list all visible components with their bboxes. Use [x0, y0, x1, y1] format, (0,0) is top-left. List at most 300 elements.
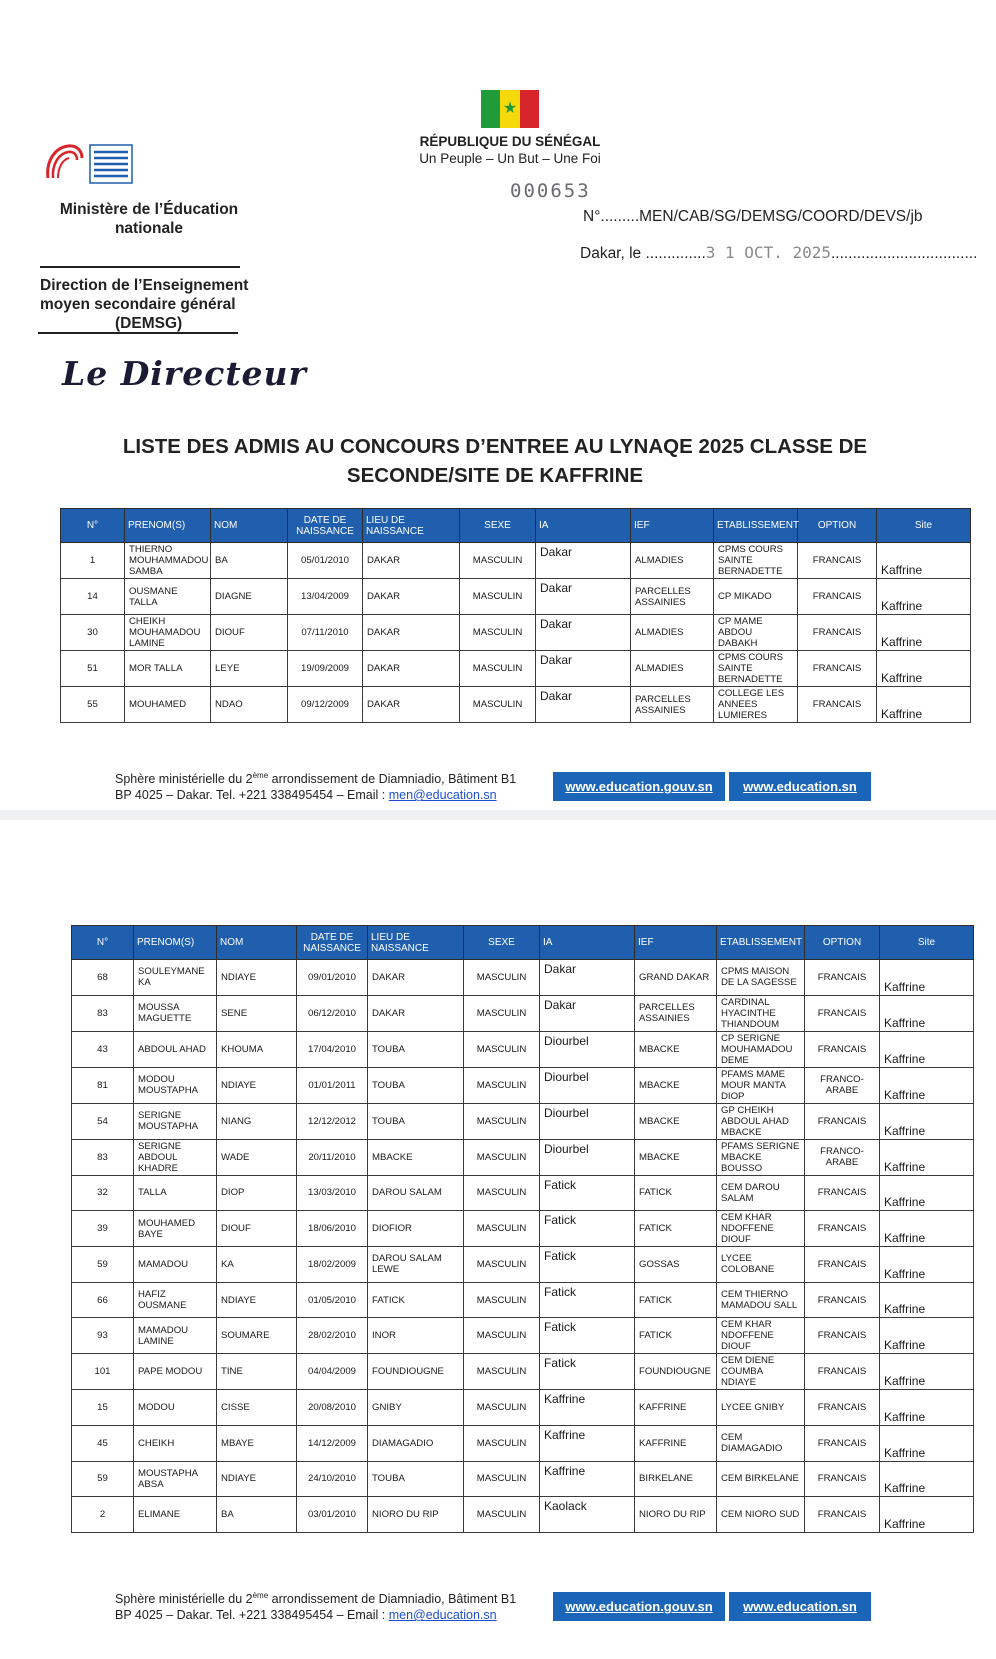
cell-etablissement: LYCEE GNIBY	[717, 1390, 805, 1426]
cell-sexe: MASCULIN	[464, 1031, 540, 1067]
direction-abbr: (DEMSG)	[115, 315, 183, 332]
divider	[38, 332, 238, 334]
table-row	[72, 1247, 974, 1283]
cell-sexe: MASCULIN	[464, 1067, 540, 1103]
cell-option: FRANCAIS	[805, 1425, 880, 1461]
cell-etablissement: CEM DIAMAGADIO	[717, 1425, 805, 1461]
cell-etablissement: CEM BIRKELANE	[717, 1461, 805, 1497]
cell-option: FRANCO-ARABE	[805, 1067, 880, 1103]
cell-option: FRANCAIS	[805, 1318, 880, 1354]
cell-lieu: DIOFIOR	[368, 1211, 464, 1247]
cell-lieu: DAKAR	[363, 687, 460, 723]
cell-lieu: GNIBY	[368, 1390, 464, 1426]
cell-etablissement: CEM THIERNO MAMADOU SALL	[717, 1282, 805, 1318]
cell-option: FRANCAIS	[805, 1282, 880, 1318]
cell-site: Kaffrine	[877, 543, 971, 579]
table-header-row	[72, 926, 974, 960]
page-footer	[115, 768, 895, 806]
cell-ia: Kaffrine	[540, 1461, 635, 1497]
cell-ief: FATICK	[635, 1318, 717, 1354]
cell-date: 09/12/2009	[288, 687, 363, 723]
cell-nom: WADE	[217, 1139, 297, 1175]
cell-lieu: FATICK	[368, 1282, 464, 1318]
footer-line1-post: arrondissement de Diamniadio, Bâtiment B1	[268, 1592, 517, 1607]
cell-lieu: INOR	[368, 1318, 464, 1354]
col-header-lieu: LIEU DE NAISSANCE	[368, 926, 464, 960]
cell-num: 55	[61, 687, 125, 723]
table-row	[72, 1067, 974, 1103]
cell-prenom: ELIMANE	[134, 1497, 217, 1533]
cell-option: FRANCAIS	[805, 1103, 880, 1139]
table-row	[72, 1354, 974, 1390]
cell-ia: Fatick	[540, 1175, 635, 1211]
cell-num: 59	[72, 1247, 134, 1283]
cell-ief: BIRKELANE	[635, 1461, 717, 1497]
cell-ief: KAFFRINE	[635, 1390, 717, 1426]
cell-sexe: MASCULIN	[464, 1247, 540, 1283]
national-motto: Un Peuple – Un But – Une Foi	[419, 151, 601, 166]
cell-etablissement: CPMS MAISON DE LA SAGESSE	[717, 960, 805, 996]
col-header-ia: IA	[536, 509, 631, 543]
cell-date: 04/04/2009	[297, 1354, 368, 1390]
cell-date: 20/11/2010	[297, 1139, 368, 1175]
director-signature: Le Directeur	[62, 354, 307, 393]
col-header-ief: IEF	[635, 926, 717, 960]
cell-ief: MBACKE	[635, 1103, 717, 1139]
cell-site: Kaffrine	[880, 1175, 974, 1211]
cell-nom: NDAO	[211, 687, 288, 723]
cell-date: 24/10/2010	[297, 1461, 368, 1497]
table-row	[72, 1103, 974, 1139]
cell-ief: ALMADIES	[631, 543, 714, 579]
cell-ief: FATICK	[635, 1211, 717, 1247]
footer-line1-post: arrondissement de Diamniadio, Bâtiment B1	[268, 772, 517, 787]
footer-address	[115, 768, 516, 803]
cell-site: Kaffrine	[880, 1031, 974, 1067]
cell-site: Kaffrine	[880, 1318, 974, 1354]
cell-etablissement: CEM DIENE COUMBA NDIAYE	[717, 1354, 805, 1390]
cell-lieu: FOUNDIOUGNE	[368, 1354, 464, 1390]
col-header-prenom: PRENOM(S)	[134, 926, 217, 960]
cell-nom: DIOP	[217, 1175, 297, 1211]
cell-sexe: MASCULIN	[460, 543, 536, 579]
table-row	[72, 960, 974, 996]
cell-nom: TINE	[217, 1354, 297, 1390]
cell-prenom: MOR TALLA	[125, 651, 211, 687]
cell-nom: LEYE	[211, 651, 288, 687]
republic-header	[390, 90, 630, 166]
date-stamp: 3 1 OCT. 2025	[705, 243, 831, 262]
cell-num: 59	[72, 1461, 134, 1497]
cell-etablissement: CPMS COURS SAINTE BERNADETTE	[714, 651, 798, 687]
cell-prenom: SOULEYMANE KA	[134, 960, 217, 996]
cell-ief: GOSSAS	[635, 1247, 717, 1283]
cell-lieu: NIORO DU RIP	[368, 1497, 464, 1533]
col-header-etablissement: ETABLISSEMENT	[714, 509, 798, 543]
cell-num: 32	[72, 1175, 134, 1211]
page-separator	[0, 810, 996, 820]
cell-date: 01/01/2011	[297, 1067, 368, 1103]
registration-number: 000653	[510, 180, 591, 202]
cell-nom: MBAYE	[217, 1425, 297, 1461]
cell-ief: FATICK	[635, 1175, 717, 1211]
cell-ia: Dakar	[536, 615, 631, 651]
cell-date: 13/04/2009	[288, 579, 363, 615]
cell-num: 101	[72, 1354, 134, 1390]
cell-ief: MBACKE	[635, 1067, 717, 1103]
cell-ia: Fatick	[540, 1318, 635, 1354]
footer-line2: BP 4025 – Dakar. Tel. +221 338495454 – Email :	[115, 788, 389, 803]
ministry-logo	[42, 140, 142, 190]
table-row	[72, 995, 974, 1031]
cell-ief: ALMADIES	[631, 651, 714, 687]
cell-site: Kaffrine	[877, 579, 971, 615]
cell-prenom: THIERNO MOUHAMMADOU SAMBA	[125, 543, 211, 579]
cell-ief: PARCELLES ASSAINIES	[635, 995, 717, 1031]
cell-option: FRANCAIS	[805, 960, 880, 996]
cell-date: 28/02/2010	[297, 1318, 368, 1354]
cell-sexe: MASCULIN	[464, 1282, 540, 1318]
cell-option: FRANCAIS	[798, 687, 877, 723]
footer-line2: BP 4025 – Dakar. Tel. +221 338495454 – Email :	[115, 1608, 389, 1623]
cell-sexe: MASCULIN	[464, 1175, 540, 1211]
cell-prenom: MOUSTAPHA ABSA	[134, 1461, 217, 1497]
table-header-row	[61, 509, 971, 543]
cell-num: 83	[72, 1139, 134, 1175]
cell-option: FRANCAIS	[798, 615, 877, 651]
cell-date: 01/05/2010	[297, 1282, 368, 1318]
cell-prenom: HAFIZ OUSMANE	[134, 1282, 217, 1318]
cell-ief: FOUNDIOUGNE	[635, 1354, 717, 1390]
cell-sexe: MASCULIN	[464, 995, 540, 1031]
cell-option: FRANCO-ARABE	[805, 1139, 880, 1175]
cell-lieu: DAROU SALAM	[368, 1175, 464, 1211]
cell-prenom: OUSMANE TALLA	[125, 579, 211, 615]
cell-prenom: MOUSSA MAGUETTE	[134, 995, 217, 1031]
col-header-date: DATE DE NAISSANCE	[288, 509, 363, 543]
cell-lieu: MBACKE	[368, 1139, 464, 1175]
cell-sexe: MASCULIN	[464, 1354, 540, 1390]
table-row	[72, 1175, 974, 1211]
cell-sexe: MASCULIN	[464, 1461, 540, 1497]
cell-site: Kaffrine	[880, 960, 974, 996]
cell-site: Kaffrine	[880, 1067, 974, 1103]
cell-nom: SOUMARE	[217, 1318, 297, 1354]
cell-etablissement: CEM DAROU SALAM	[717, 1175, 805, 1211]
admissions-table-page-1	[60, 508, 971, 723]
cell-option: FRANCAIS	[805, 1247, 880, 1283]
cell-ia: Diourbel	[540, 1103, 635, 1139]
cell-lieu: DAKAR	[363, 651, 460, 687]
cell-ief: PARCELLES ASSAINIES	[631, 687, 714, 723]
table-row	[72, 1211, 974, 1247]
website-link[interactable]: www.education.sn	[729, 1592, 871, 1621]
cell-ia: Fatick	[540, 1282, 635, 1318]
cell-prenom: CHEIKH MOUHAMADOU LAMINE	[125, 615, 211, 651]
cell-date: 20/08/2010	[297, 1390, 368, 1426]
cell-lieu: DAKAR	[363, 579, 460, 615]
cell-ief: MBACKE	[635, 1031, 717, 1067]
cell-prenom: SERIGNE ABDOUL KHADRE	[134, 1139, 217, 1175]
cell-date: 12/12/2012	[297, 1103, 368, 1139]
cell-site: Kaffrine	[877, 615, 971, 651]
cell-etablissement: COLLEGE LES ANNEES LUMIERES	[714, 687, 798, 723]
website-link[interactable]: www.education.sn	[729, 772, 871, 801]
cell-sexe: MASCULIN	[464, 960, 540, 996]
table-row	[61, 543, 971, 579]
col-header-ief: IEF	[631, 509, 714, 543]
cell-etablissement: CEM NIORO SUD	[717, 1497, 805, 1533]
senegal-flag-icon	[481, 90, 539, 128]
col-header-nom: NOM	[217, 926, 297, 960]
cell-option: FRANCAIS	[798, 543, 877, 579]
col-header-sexe: SEXE	[464, 926, 540, 960]
cell-option: FRANCAIS	[805, 995, 880, 1031]
cell-nom: NDIAYE	[217, 1067, 297, 1103]
cell-prenom: CHEIKH	[134, 1425, 217, 1461]
col-header-site: Site	[877, 509, 971, 543]
table-row	[72, 1461, 974, 1497]
cell-sexe: MASCULIN	[464, 1211, 540, 1247]
cell-ief: PARCELLES ASSAINIES	[631, 579, 714, 615]
footer-email-link[interactable]: men@education.sn	[388, 788, 497, 803]
cell-lieu: TOUBA	[368, 1461, 464, 1497]
table-row	[61, 615, 971, 651]
cell-etablissement: CEM KHAR NDOFFENE DIOUF	[717, 1318, 805, 1354]
cell-prenom: MOUHAMED BAYE	[134, 1211, 217, 1247]
col-header-option: OPTION	[805, 926, 880, 960]
footer-line1-pre: Sphère ministérielle du 2	[115, 772, 253, 787]
table-row	[72, 1425, 974, 1461]
cell-prenom: PAPE MODOU	[134, 1354, 217, 1390]
cell-nom: KHOUMA	[217, 1031, 297, 1067]
table-row	[61, 579, 971, 615]
cell-etablissement: GP CHEIKH ABDOUL AHAD MBACKE	[717, 1103, 805, 1139]
cell-sexe: MASCULIN	[464, 1425, 540, 1461]
cell-prenom: ABDOUL AHAD	[134, 1031, 217, 1067]
cell-num: 81	[72, 1067, 134, 1103]
cell-date: 17/04/2010	[297, 1031, 368, 1067]
cell-date: 06/12/2010	[297, 995, 368, 1031]
cell-site: Kaffrine	[880, 1461, 974, 1497]
col-header-ia: IA	[540, 926, 635, 960]
cell-num: 68	[72, 960, 134, 996]
cell-sexe: MASCULIN	[464, 1497, 540, 1533]
cell-num: 14	[61, 579, 125, 615]
cell-etablissement: CP MAME ABDOU DABAKH	[714, 615, 798, 651]
cell-ia: Dakar	[536, 651, 631, 687]
cell-prenom: MOUHAMED	[125, 687, 211, 723]
cell-date: 19/09/2009	[288, 651, 363, 687]
cell-site: Kaffrine	[877, 687, 971, 723]
cell-lieu: TOUBA	[368, 1031, 464, 1067]
cell-nom: CISSE	[217, 1390, 297, 1426]
table-row	[61, 651, 971, 687]
cell-ia: Fatick	[540, 1354, 635, 1390]
cell-lieu: DAKAR	[363, 543, 460, 579]
ministry-name: Ministère de l’Éducation nationale	[59, 201, 239, 237]
cell-sexe: MASCULIN	[464, 1139, 540, 1175]
table-body	[72, 960, 974, 1533]
page-footer	[115, 1588, 895, 1626]
cell-prenom: MODOU	[134, 1390, 217, 1426]
cell-nom: SENE	[217, 995, 297, 1031]
cell-ia: Fatick	[540, 1247, 635, 1283]
cell-ief: MBACKE	[635, 1139, 717, 1175]
footer-line1-pre: Sphère ministérielle du 2	[115, 1592, 253, 1607]
cell-ief: KAFFRINE	[635, 1425, 717, 1461]
cell-num: 51	[61, 651, 125, 687]
cell-etablissement: PFAMS MAME MOUR MANTA DIOP	[717, 1067, 805, 1103]
cell-ia: Diourbel	[540, 1031, 635, 1067]
table-row	[72, 1031, 974, 1067]
cell-site: Kaffrine	[880, 1247, 974, 1283]
cell-option: FRANCAIS	[805, 1497, 880, 1533]
cell-option: FRANCAIS	[805, 1211, 880, 1247]
col-header-option: OPTION	[798, 509, 877, 543]
cell-date: 05/01/2010	[288, 543, 363, 579]
cell-prenom: MAMADOU	[134, 1247, 217, 1283]
reference-number: N°.........MEN/CAB/SG/DEMSG/COORD/DEVS/jb	[583, 208, 923, 225]
cell-option: FRANCAIS	[805, 1031, 880, 1067]
cell-sexe: MASCULIN	[460, 651, 536, 687]
cell-prenom: TALLA	[134, 1175, 217, 1211]
cell-sexe: MASCULIN	[460, 615, 536, 651]
cell-num: 93	[72, 1318, 134, 1354]
cell-date: 14/12/2009	[297, 1425, 368, 1461]
cell-site: Kaffrine	[880, 1139, 974, 1175]
cell-nom: BA	[217, 1497, 297, 1533]
footer-address	[115, 1588, 516, 1623]
cell-sexe: MASCULIN	[464, 1390, 540, 1426]
republic-name: RÉPUBLIQUE DU SÉNÉGAL	[419, 134, 601, 149]
website-link-gouv[interactable]: www.education.gouv.sn	[553, 772, 725, 801]
document-page-2	[0, 820, 996, 1659]
col-header-prenom: PRENOM(S)	[125, 509, 211, 543]
cell-ief: NIORO DU RIP	[635, 1497, 717, 1533]
cell-nom: DIOUF	[211, 615, 288, 651]
date-suffix: ..................................	[831, 245, 978, 262]
star-icon: ★	[502, 100, 518, 117]
cell-etablissement: CP MIKADO	[714, 579, 798, 615]
cell-num: 66	[72, 1282, 134, 1318]
cell-site: Kaffrine	[880, 995, 974, 1031]
cell-prenom: MODOU MOUSTAPHA	[134, 1067, 217, 1103]
cell-option: FRANCAIS	[805, 1461, 880, 1497]
date-line	[580, 243, 977, 263]
col-header-nom: NOM	[211, 509, 288, 543]
cell-etablissement: CEM KHAR NDOFFENE DIOUF	[717, 1211, 805, 1247]
cell-num: 83	[72, 995, 134, 1031]
direction-name	[40, 276, 280, 333]
cell-site: Kaffrine	[880, 1282, 974, 1318]
cell-num: 15	[72, 1390, 134, 1426]
footer-line1-sup: ème	[252, 771, 269, 780]
cell-etablissement: CARDINAL HYACINTHE THIANDOUM	[717, 995, 805, 1031]
cell-ief: FATICK	[635, 1282, 717, 1318]
cell-site: Kaffrine	[880, 1103, 974, 1139]
cell-ia: Fatick	[540, 1211, 635, 1247]
cell-num: 2	[72, 1497, 134, 1533]
col-header-num: N°	[72, 926, 134, 960]
website-link-gouv[interactable]: www.education.gouv.sn	[553, 1592, 725, 1621]
cell-site: Kaffrine	[880, 1497, 974, 1533]
cell-ief: ALMADIES	[631, 615, 714, 651]
cell-nom: NDIAYE	[217, 1282, 297, 1318]
cell-nom: KA	[217, 1247, 297, 1283]
cell-etablissement: LYCEE COLOBANE	[717, 1247, 805, 1283]
cell-lieu: DAKAR	[368, 995, 464, 1031]
table-row	[61, 687, 971, 723]
cell-site: Kaffrine	[880, 1425, 974, 1461]
cell-lieu: TOUBA	[368, 1067, 464, 1103]
cell-nom: DIAGNE	[211, 579, 288, 615]
cell-prenom: MAMADOU LAMINE	[134, 1318, 217, 1354]
cell-lieu: DIAMAGADIO	[368, 1425, 464, 1461]
divider	[40, 266, 240, 268]
footer-email-link[interactable]: men@education.sn	[388, 1608, 497, 1623]
cell-sexe: MASCULIN	[464, 1103, 540, 1139]
cell-ia: Diourbel	[540, 1139, 635, 1175]
cell-prenom: SERIGNE MOUSTAPHA	[134, 1103, 217, 1139]
cell-ia: Dakar	[540, 995, 635, 1031]
cell-lieu: TOUBA	[368, 1103, 464, 1139]
cell-num: 30	[61, 615, 125, 651]
cell-option: FRANCAIS	[805, 1390, 880, 1426]
cell-nom: BA	[211, 543, 288, 579]
cell-sexe: MASCULIN	[460, 687, 536, 723]
cell-lieu: DAKAR	[368, 960, 464, 996]
cell-ia: Dakar	[536, 579, 631, 615]
cell-etablissement: PFAMS SERIGNE MBACKE BOUSSO	[717, 1139, 805, 1175]
cell-site: Kaffrine	[877, 651, 971, 687]
cell-nom: NIANG	[217, 1103, 297, 1139]
cell-ia: Kaffrine	[540, 1425, 635, 1461]
cell-option: FRANCAIS	[805, 1354, 880, 1390]
col-header-etablissement: ETABLISSEMENT	[717, 926, 805, 960]
cell-date: 07/11/2010	[288, 615, 363, 651]
col-header-num: N°	[61, 509, 125, 543]
cell-ia: Diourbel	[540, 1067, 635, 1103]
cell-etablissement: CPMS COURS SAINTE BERNADETTE	[714, 543, 798, 579]
cell-sexe: MASCULIN	[464, 1318, 540, 1354]
cell-ia: Dakar	[540, 960, 635, 996]
direction-label: Direction de l’Enseignement moyen secondaire général	[40, 277, 249, 313]
cell-ia: Dakar	[536, 687, 631, 723]
table-body	[61, 543, 971, 723]
cell-ief: GRAND DAKAR	[635, 960, 717, 996]
table-row	[72, 1318, 974, 1354]
cell-num: 39	[72, 1211, 134, 1247]
cell-date: 18/06/2010	[297, 1211, 368, 1247]
document-page-1	[0, 0, 996, 810]
cell-nom: DIOUF	[217, 1211, 297, 1247]
col-header-date: DATE DE NAISSANCE	[297, 926, 368, 960]
cell-nom: NDIAYE	[217, 960, 297, 996]
cell-date: 13/03/2010	[297, 1175, 368, 1211]
cell-num: 1	[61, 543, 125, 579]
date-prefix: Dakar, le ..............	[580, 245, 706, 262]
cell-site: Kaffrine	[880, 1354, 974, 1390]
cell-sexe: MASCULIN	[460, 579, 536, 615]
cell-ia: Kaolack	[540, 1497, 635, 1533]
cell-site: Kaffrine	[880, 1390, 974, 1426]
table-row	[72, 1282, 974, 1318]
document-title: LISTE DES ADMIS AU CONCOURS D’ENTREE AU LYNAQE 2025 CLASSE DE SECONDE/SITE DE KAFFRINE	[122, 435, 868, 487]
cell-option: FRANCAIS	[798, 651, 877, 687]
cell-date: 03/01/2010	[297, 1497, 368, 1533]
cell-ia: Kaffrine	[540, 1390, 635, 1426]
